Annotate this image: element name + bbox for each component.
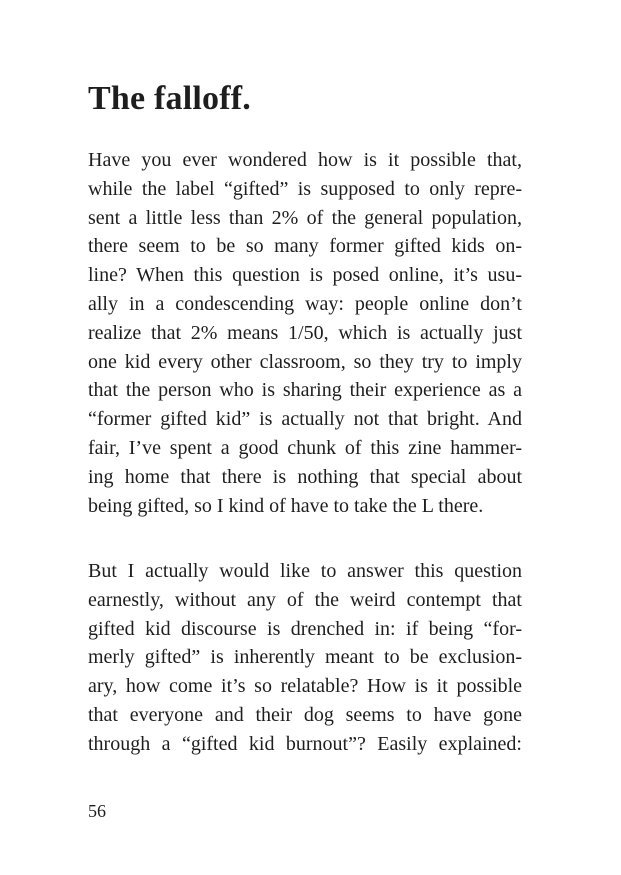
text-line: ing home that there is nothing that special about xyxy=(88,465,522,488)
text-line: through a “gifted kid burnout”? Easily explained: xyxy=(88,732,522,755)
text-line: line? When this question is posed online, it’s usu- xyxy=(88,264,522,287)
text-line: “former gifted kid” is actually not that bright. And xyxy=(88,408,522,431)
paragraph-2 xyxy=(88,557,522,759)
text-line: sent a little less than 2% of the general population, xyxy=(88,206,522,229)
text-line: while the label “gifted” is supposed to only repre- xyxy=(88,177,522,200)
text-line: gifted kid discourse is drenched in: if being “for- xyxy=(88,617,522,640)
page-title: The falloff. xyxy=(88,80,251,117)
text-line: ary, how come it’s so relatable? How is it possible xyxy=(88,675,522,698)
text-line: ally in a condescending way: people online don’t xyxy=(88,292,522,315)
text-line: one kid every other classroom, so they try to imply xyxy=(88,350,522,373)
text-line: realize that 2% means 1/50, which is actually just xyxy=(88,321,522,344)
paragraph-1 xyxy=(88,146,522,520)
text-line: there seem to be so many former gifted kids on- xyxy=(88,235,522,258)
text-line: earnestly, without any of the weird contempt that xyxy=(88,588,522,611)
text-line: But I actually would like to answer this question xyxy=(88,560,522,582)
page-number: 56 xyxy=(88,801,106,821)
text-line: merly gifted” is inherently meant to be exclusion- xyxy=(88,646,522,669)
text-line: that everyone and their dog seems to have gone xyxy=(88,703,522,726)
text-line: fair, I’ve spent a good chunk of this zine hammer- xyxy=(88,436,522,459)
text-line-last: being gifted, so I kind of have to take the L there. xyxy=(88,494,484,517)
text-line: that the person who is sharing their experience as a xyxy=(88,379,522,402)
text-line: Have you ever wondered how is it possible that, xyxy=(88,149,522,171)
